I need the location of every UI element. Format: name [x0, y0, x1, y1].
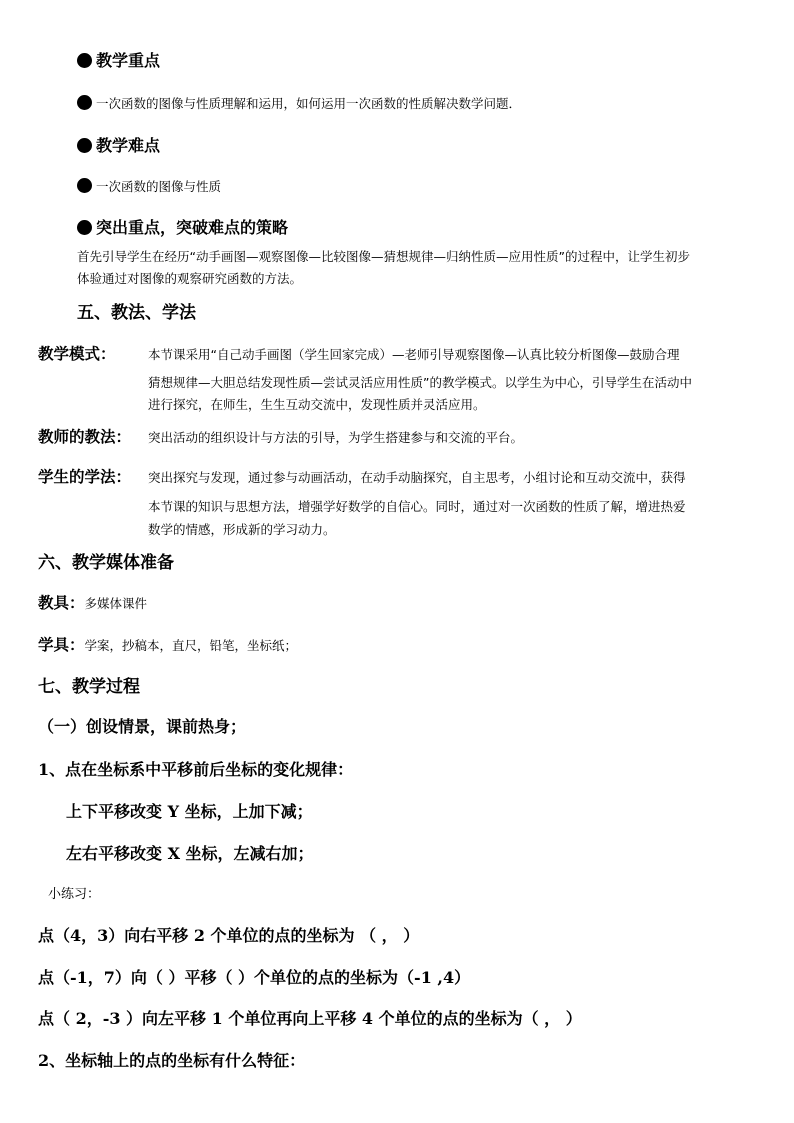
strategy-heading: 突出重点，突破难点的策略: [77, 215, 288, 238]
difficulties-heading: 教学难点: [77, 133, 160, 156]
teaching-tools-text: 多媒体课件: [84, 596, 148, 611]
point-1: 1、点在坐标系中平移前后坐标的变化规律：: [38, 760, 354, 779]
rule-vertical: 上下平移改变 Y 坐标，上加下减；: [66, 802, 313, 821]
practice-label: 小练习：: [48, 887, 101, 902]
bullet-icon: [77, 53, 92, 68]
rule-horizontal: 左右平移改变 X 坐标，左减右加；: [66, 844, 314, 863]
teaching-mode-line3: 进行探究，在师生，生生互动交流中，发现性质并灵活应用。: [148, 397, 486, 412]
student-method-line3: 数学的情感，形成新的学习动力。: [148, 522, 336, 537]
learning-tools-text: 学案，抄稿本，直尺，铅笔，坐标纸；: [84, 638, 298, 653]
section7-heading: 七、教学过程: [38, 677, 140, 697]
student-method-label: 学生的学法：: [38, 467, 132, 486]
teaching-mode-label: 教学模式：: [38, 344, 116, 363]
question-2: 点（-1，7）向（ ）平移（ ）个单位的点的坐标为（-1 ,4）: [38, 968, 471, 987]
section5-heading: 五、教法、学法: [77, 303, 196, 323]
learning-tools-label: 学具：: [38, 635, 85, 654]
strategy-para-line2: 体验通过对图像的观察研究函数的方法。: [77, 271, 303, 286]
key-points-heading: 教学重点: [77, 48, 160, 71]
teaching-tools-label: 教具：: [38, 593, 85, 612]
difficulties-item: 一次函数的图像与性质: [77, 177, 221, 195]
learning-tools: [38, 633, 297, 655]
student-method-line1: 突出探究与发现，通过参与动画活动，在动手动脑探究，自主思考，小组讨论和互动交流中，获得: [148, 470, 686, 485]
key-points-item: 一次函数的图像与性质理解和运用，如何运用一次函数的性质解决数学问题．: [77, 94, 521, 112]
section6-heading: 六、教学媒体准备: [38, 553, 174, 573]
question-3: 点（ 2，-3 ）向左平移 1 个单位再向上平移 4 个单位的点的坐标为（ ， ）: [38, 1009, 582, 1028]
teaching-tools: [38, 591, 147, 613]
teaching-mode-line1: 本节课采用“自己动手画图（学生回家完成）—老师引导观察图像—认真比较分析图像—鼓励合理: [148, 347, 680, 362]
student-method-line2: 本节课的知识与思想方法，增强学好数学的自信心。同时，通过对一次函数的性质了解，增进热爱: [148, 499, 686, 514]
teaching-mode-line2: 猜想规律—大胆总结发现性质—尝试灵活应用性质”的教学模式。以学生为中心，引导学生在活动中: [148, 375, 692, 390]
bullet-icon: [77, 138, 92, 153]
point-2: 2、坐标轴上的点的坐标有什么特征：: [38, 1051, 306, 1070]
teacher-method-label: 教师的教法：: [38, 427, 132, 446]
question-1: 点（4，3）向右平移 2 个单位的点的坐标为 （ ， ）: [38, 926, 420, 945]
subsection-1: （一）创设情景，课前热身；: [38, 717, 247, 736]
bullet-icon: [77, 178, 92, 193]
strategy-para-line1: 首先引导学生在经历“动手画图—观察图像—比较图像—猜想规律—归纳性质—应用性质”的过程中，让学生初步: [77, 249, 690, 264]
bullet-icon: [77, 220, 92, 235]
teacher-method-text: 突出活动的组织设计与方法的引导，为学生搭建参与和交流的平台。: [148, 430, 524, 445]
bullet-icon: [77, 95, 92, 110]
